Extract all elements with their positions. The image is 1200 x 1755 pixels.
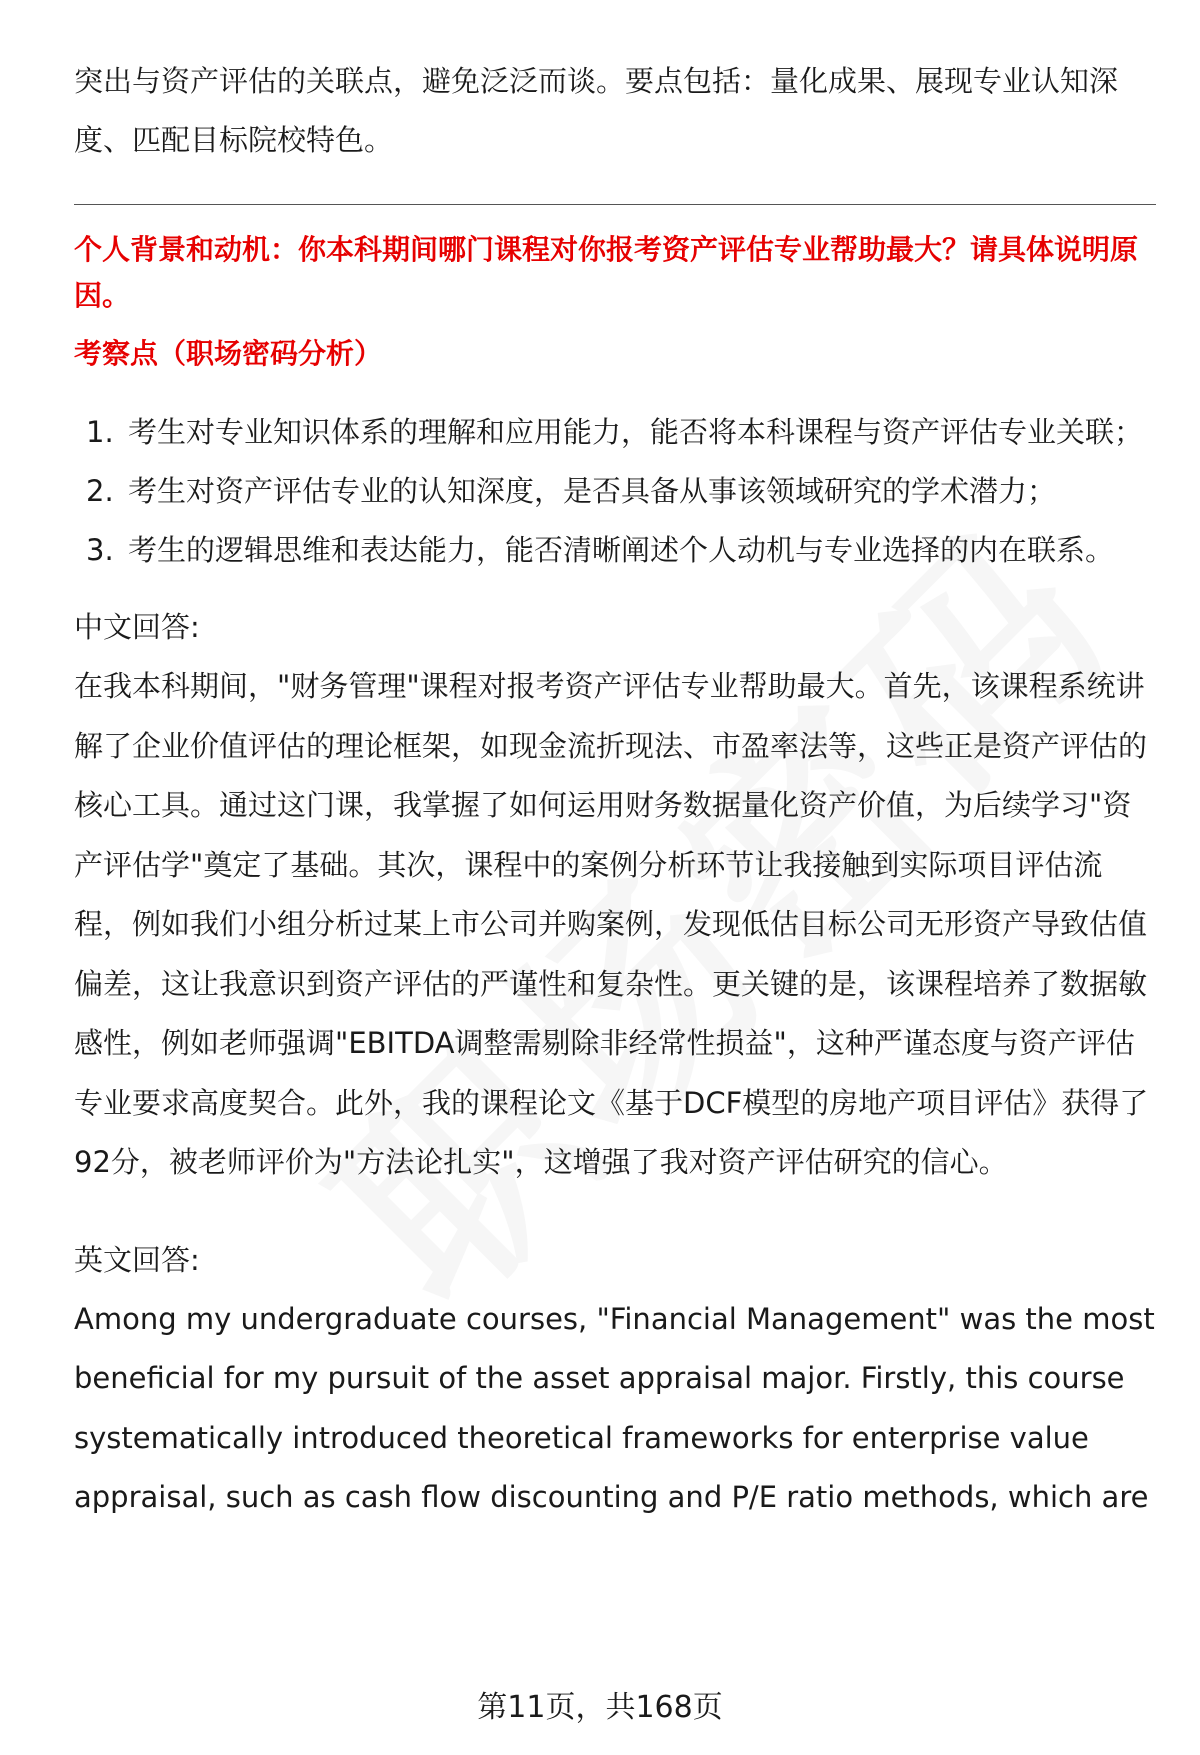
list-item-number: 3. xyxy=(86,533,114,567)
chinese-answer-label: 中文回答: xyxy=(74,610,200,644)
analysis-heading: 考察点（职场密码分析） xyxy=(74,337,383,370)
chinese-answer-text: 在我本科期间，"财务管理"课程对报考资产评估专业帮助最大。首先，该课程系统讲解了企业价值评估的理论框架，如现金流折现法、市盈率法等，这些正是资产评估的核心工具。通过这门课，我掌握了如何运用财务数据量化资产价值，为后续学习"资产评估学"奠定了基础。其次，课程中的案例分析环节让我接触到实际项目评估流程，例如我们小组分析过某上市公司并购案例，发现低估目标公司无形资产导致估值偏差，这让我意识到资产评估的严谨性和复杂性。更关键的是，该课程培养了数据敏感性，例如老师强调"EBITDA调整需剔除非经常性损益"，这种严谨态度与资产评估专业要求高度契合。此外，我的课程论文《基于DCF模型的房地产项目评估》获得了92分，被老师评价为"方法论扎实"，这增强了我对资产评估研究的信心。 xyxy=(74,669,1149,1179)
list-item-text: 考生对资产评估专业的认知深度，是否具备从事该领域研究的学术潜力； xyxy=(128,474,1057,508)
analysis-points-list xyxy=(74,403,1156,580)
list-item-text: 考生对专业知识体系的理解和应用能力，能否将本科课程与资产评估专业关联； xyxy=(128,415,1144,449)
list-item xyxy=(74,462,1156,521)
intro-paragraph: 突出与资产评估的关联点，避免泛泛而谈。要点包括：量化成果、展现专业认知深度、匹配目标院校特色。 xyxy=(74,64,1119,157)
list-item-number: 1. xyxy=(86,415,114,449)
section-divider xyxy=(74,204,1156,205)
list-item-text: 考生的逻辑思维和表达能力，能否清晰阐述个人动机与专业选择的内在联系。 xyxy=(128,533,1115,567)
question-heading: 个人背景和动机：你本科期间哪门课程对你报考资产评估专业帮助最大？请具体说明原因。 xyxy=(74,233,1139,312)
page-number-footer: 第11页，共168页 xyxy=(477,1690,723,1725)
list-item xyxy=(74,403,1156,462)
document-page xyxy=(74,52,1156,1528)
english-answer-label: 英文回答: xyxy=(74,1242,200,1277)
list-item-number: 2. xyxy=(86,474,114,508)
list-item xyxy=(74,521,1156,580)
english-answer-text: Among my undergraduate courses, "Financial Management" was the most beneficial for my pursuit of the asset appraisal major. Firstly, this course systematically introduced theoretical frameworks for enterprise value appraisal, such as cash flow discounting and P/E ratio methods, which are xyxy=(74,1301,1155,1514)
